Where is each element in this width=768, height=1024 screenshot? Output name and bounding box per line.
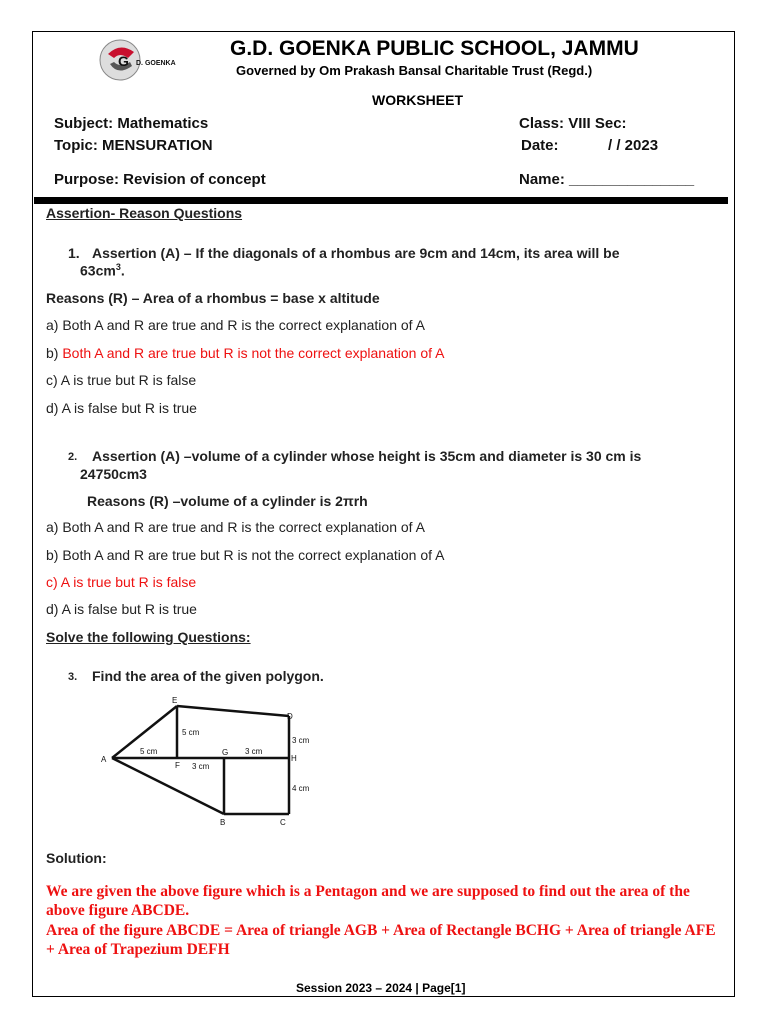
logo-text: D. GOENKA — [136, 60, 176, 67]
measure-af: 5 cm — [140, 747, 158, 756]
topic: Topic: MENSURATION — [54, 137, 213, 154]
q1-assertion-line1: Assertion (A) – If the diagonals of a rhombus are 9cm and 14cm, its area will be — [92, 245, 620, 261]
date-value: / / 2023 — [608, 137, 659, 154]
q1-option-b-answer: Both A and R are true but R is not the correct explanation of A — [62, 345, 445, 361]
q2-assertion-line2: 24750cm3 — [80, 466, 147, 482]
q3-text: Find the area of the given polygon. — [92, 668, 324, 684]
measure-ef: 5 cm — [182, 728, 200, 737]
vertex-e: E — [172, 696, 178, 705]
solution-paragraph-1: We are given the above figure which is a Pentagon and we are supposed to find out the area of the above figure ABCDE. — [46, 883, 690, 919]
q2-assertion-line1: Assertion (A) –volume of a cylinder whose height is 35cm and diameter is 30 cm is — [92, 448, 642, 464]
edge-ed — [177, 706, 289, 716]
q2-number: 2. — [68, 451, 78, 463]
vertex-f: F — [175, 761, 180, 770]
q2-option-d: d) A is false but R is true — [46, 601, 197, 617]
q3-number: 3. — [68, 671, 78, 683]
vertex-g: G — [222, 748, 229, 757]
vertex-h: H — [291, 754, 297, 763]
measure-fg: 3 cm — [192, 762, 210, 771]
vertex-d: D — [287, 712, 293, 721]
measure-dh: 3 cm — [292, 736, 310, 745]
q1-option-d: d) A is false but R is true — [46, 400, 197, 416]
q2-option-b: b) Both A and R are true but R is not the correct explanation of A — [46, 547, 445, 563]
doc-type: WORKSHEET — [372, 92, 463, 108]
q1-option-c: c) A is true but R is false — [46, 372, 197, 388]
q1-assertion-line2: $63cm^3$. — [80, 262, 125, 279]
page-footer: Session 2023 – 2024 | Page[1] — [296, 981, 466, 995]
date-label: Date: — [521, 137, 559, 154]
section-title-assertion: Assertion- Reason Questions — [46, 205, 243, 221]
q1-option-a: a) Both A and R are true and R is the correct explanation of A — [46, 317, 426, 333]
q1-number: 1. — [68, 245, 80, 261]
q2-option-a: a) Both A and R are true and R is the correct explanation of A — [46, 519, 426, 535]
purpose: Purpose: Revision of concept — [54, 171, 266, 188]
svg-text:G: G — [118, 53, 129, 69]
solution-paragraph-2: Area of the figure ABCDE = Area of triangle AGB + Area of Rectangle BCHG + Area of triangle AFE + Area of Trapezium DEFH — [46, 922, 716, 958]
q2-reason: Reasons (R) –volume of a cylinder is 2πrh — [87, 493, 368, 509]
school-name: G.D. GOENKA PUBLIC SCHOOL, JAMMU — [230, 37, 639, 60]
class-section: Class: VIII Sec: — [519, 115, 627, 132]
polygon-figure — [98, 694, 328, 830]
vertex-c: C — [280, 818, 286, 827]
vertex-b: B — [220, 818, 226, 827]
trust-line: Governed by Om Prakash Bansal Charitable Trust (Regd.) — [236, 63, 593, 78]
vertex-a: A — [101, 755, 107, 764]
student-name: Name: _______________ — [519, 171, 695, 188]
section-title-solve: Solve the following Questions: — [46, 629, 251, 645]
subject: Subject: Mathematics — [54, 115, 209, 132]
q2-option-c-answer: c) A is true but R is false — [46, 574, 197, 590]
solution-label: Solution: — [46, 850, 107, 866]
header-divider — [34, 197, 728, 204]
measure-gh: 3 cm — [245, 747, 263, 756]
measure-hc: 4 cm — [292, 784, 310, 793]
school-logo — [96, 36, 182, 84]
q1-option-b: b) Both A and R are true but R is not the correct explanation of A — [46, 345, 445, 361]
q1-reason: Reasons (R) – Area of a rhombus = base x altitude — [46, 290, 380, 306]
